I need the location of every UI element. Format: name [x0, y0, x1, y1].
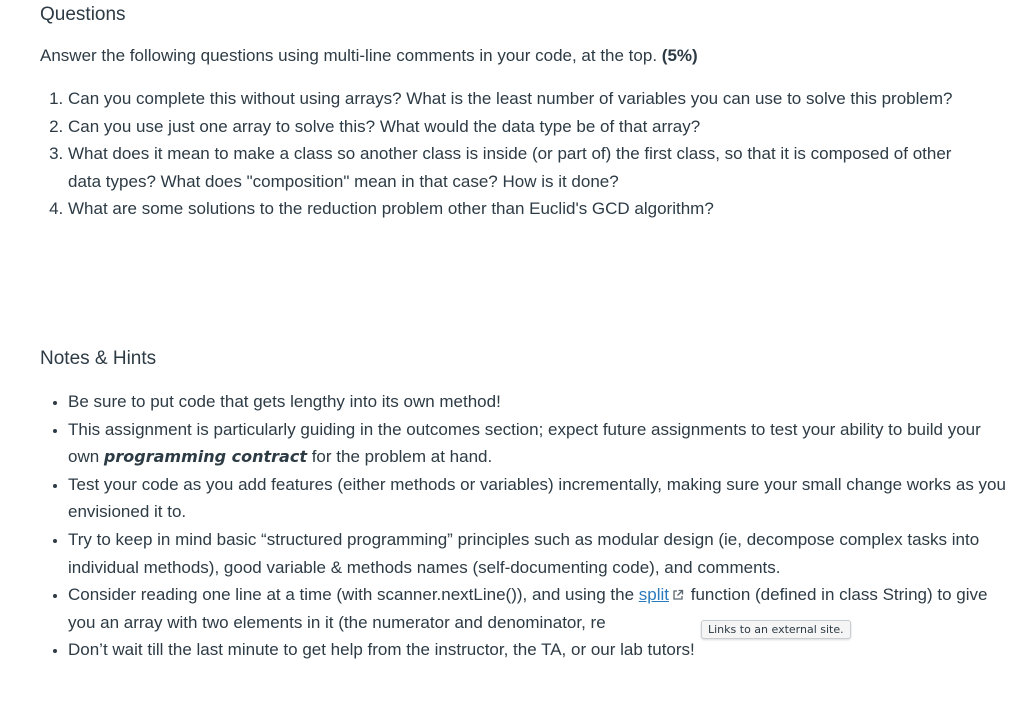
notes-heading: Notes & Hints: [40, 348, 157, 369]
note-item: [68, 581, 1013, 636]
questions-heading: Questions: [40, 4, 126, 25]
question-item: 2. Can you use just one array to solve this? What would the data type be of that array?: [68, 113, 988, 141]
note-item: [68, 416, 1013, 471]
notes-list: [40, 388, 1013, 664]
question-item: 4. What are some solutions to the reduction problem other than Euclid's GCD algorithm?: [68, 195, 988, 223]
questions-intro: [40, 46, 698, 66]
note-item: • Test your code as you add features (either methods or variables) incrementally, making sure your small change works as you envisioned it to.: [68, 471, 1013, 526]
note-text: for the problem at hand.: [306, 447, 493, 467]
questions-weight: (5%): [661, 46, 698, 65]
note-item: • Be sure to put code that gets lengthy into its own method!: [68, 388, 1013, 416]
external-link-icon[interactable]: [672, 582, 684, 594]
note-text: This assignment is particularly guiding in the outcomes section; expect future assignments to test your ability to build your own: [68, 419, 981, 467]
note-item: • Don’t wait till the last minute to get help from the instructor, the TA, or our lab tutors!: [68, 636, 1013, 664]
external-link-tooltip: Links to an external site.: [701, 620, 851, 639]
note-text: function (defined in class String) to give you an array with two elements in it (the numerator and denominator, re: [68, 585, 988, 632]
questions-intro-text: Answer the following questions using multi-line comments in your code, at the top.: [40, 46, 658, 65]
split-link[interactable]: split: [638, 585, 670, 605]
note-item: • Try to keep in mind basic “structured programming” principles such as modular design (ie, decompose complex tasks into individual methods), good variable & methods names (self-documenting code), and comments.: [68, 526, 1013, 581]
programming-contract-emphasis: programming contract: [103, 447, 307, 467]
question-item: 3. What does it mean to make a class so another class is inside (or part of) the first class, so that it is composed of other data types? What does "composition" mean in that case? How is it done?: [68, 140, 988, 195]
question-item: 1. Can you complete this without using arrays? What is the least number of variables you can use to solve this problem?: [68, 85, 988, 113]
note-text: Consider reading one line at a time (with scanner.nextLine()), and using the: [68, 585, 639, 605]
questions-list: [40, 85, 988, 223]
